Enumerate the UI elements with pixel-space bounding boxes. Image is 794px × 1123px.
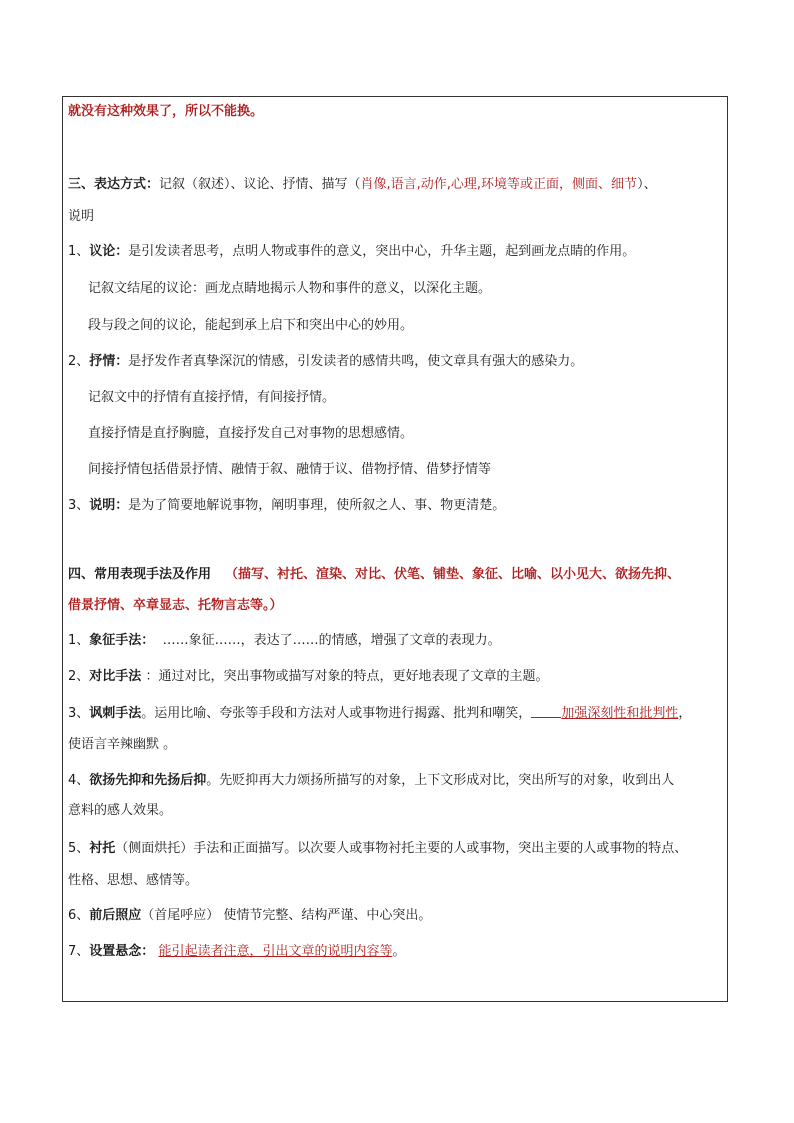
method-7-end: 。 [392,944,406,959]
method-3-num: 3、 [68,706,90,721]
item-2-sub-1-text: 记叙文中的抒情有直接抒情，有间接抒情。 [88,390,336,405]
item-1-sub-1-text: 记叙文结尾的议论：画龙点睛地揭示人物和事件的意义，以深化主题。 [88,281,492,296]
section-3-title: 三、表达方式： [68,177,160,192]
method-3-blank [531,704,561,718]
method-6-term: 前后照应 [89,908,142,923]
section-4-line2 [68,597,283,615]
item-2-text: 是抒发作者真挚深沉的情感，引发读者的感情共鸣，使文章具有强大的感染力。 [128,354,584,369]
item-2-sub-2-text: 直接抒情是直抒胸臆，直接抒发自己对事物的思想感情。 [88,426,414,441]
method-6-num: 6、 [68,908,90,923]
method-4 [68,772,674,790]
method-4-text-2: 意料的感人效果。 [68,803,173,818]
method-3-line2 [68,736,176,754]
method-3-term: 讽刺手法 [89,706,142,721]
item-1 [68,243,635,261]
method-4-term: 欲扬先抑和先扬后抑 [89,773,207,788]
method-1-text: ……象征……，表达了……的情感，增强了文章的表现力。 [162,633,501,648]
method-2-term: 对比手法 [89,669,142,684]
method-2-num: 2、 [68,669,90,684]
method-7 [68,943,405,961]
method-2-text: ：通过对比，突出事物或描写对象的特点，更好地表现了文章的主题。 [145,669,549,684]
method-4-text: 。先贬抑再大力颂扬所描写的对象，上下文形成对比，突出所写的对象，收到出人 [206,773,675,788]
method-3-red: 加强深刻性和批判性 [561,706,679,721]
section-4-heading [68,566,680,584]
item-1-sub-2 [88,317,413,335]
method-1 [68,632,501,650]
document-frame [62,96,728,1002]
method-5-line2 [68,872,198,890]
section-3-text-a: 记叙（叙述）、议论、抒情、描写（ [159,177,361,192]
item-3-num: 3、 [68,498,90,513]
item-2-num: 2、 [68,354,90,369]
item-1-num: 1、 [68,244,90,259]
method-4-num: 4、 [68,773,90,788]
item-3-term: 说明： [89,498,129,513]
section-3-red: 肖像,语言,动作,心理,环境等或正面，侧面、细节 [360,177,638,192]
continued-line [68,103,263,121]
item-1-sub-2-text: 段与段之间的议论，能起到承上启下和突出中心的妙用。 [88,318,414,333]
method-3-text: 。运用比喻、夸张等手段和方法对人或事物进行揭露、批判和嘲笑， [141,706,532,721]
item-2-sub-2 [88,425,413,443]
method-5-text-2: 性格、思想、感情等。 [68,873,199,888]
method-3-end: ， [678,706,692,721]
item-2-sub-3 [88,461,491,479]
section-3-text-c: 说明 [68,209,95,224]
section-4-red-1: （描写、衬托、渲染、对比、伏笔、铺垫、象征、比喻、以小见大、欲扬先抑、 [225,567,681,582]
method-4-line2 [68,802,172,820]
item-2-sub-1 [88,389,335,407]
section-4-red-2: 借景抒情、卒章显志、托物言志等。） [68,598,283,613]
method-7-red: 能引起读者注意，引出文章的说明内容等 [158,944,393,959]
item-2-sub-3-text: 间接抒情包括借景抒情、融情于叙、融情于议、借物抒情、借梦抒情等 [88,462,492,477]
method-5-term: 衬托 [89,841,116,856]
section-3-text-b: ）、 [637,177,657,192]
item-2 [68,353,583,371]
method-3-text-2: 使语言辛辣幽默 。 [68,737,177,752]
method-6 [68,907,431,925]
section-3-line2 [68,208,94,226]
method-5 [68,840,687,858]
item-1-term: 议论： [89,244,129,259]
method-7-num: 7、 [68,944,90,959]
method-7-term: 设置悬念： [89,944,155,959]
item-3-text: 是为了简要地解说事物，阐明事理，使所叙之人、事、物更清楚。 [128,498,506,513]
method-2 [68,668,548,686]
method-1-num: 1、 [68,633,90,648]
item-1-text: 是引发读者思考，点明人物或事件的意义，突出中心，升华主题，起到画龙点睛的作用。 [128,244,636,259]
method-5-num: 5、 [68,841,90,856]
method-6-text: （首尾呼应） 使情节完整、结构严谨、中心突出。 [141,908,432,923]
method-1-term: 象征手法： [89,633,155,648]
method-5-text: （侧面烘托）手法和正面描写。以次要人或事物衬托主要的人或事物，突出主要的人或事物的特点、 [115,841,688,856]
section-4-title: 四、常用表现手法及作用 [68,567,212,582]
item-2-term: 抒情： [89,354,129,369]
section-3-heading [68,176,657,194]
item-3 [68,497,505,515]
method-3 [68,704,691,723]
continued-text: 就没有这种效果了，所以不能换。 [68,104,264,119]
item-1-sub-1 [88,280,491,298]
